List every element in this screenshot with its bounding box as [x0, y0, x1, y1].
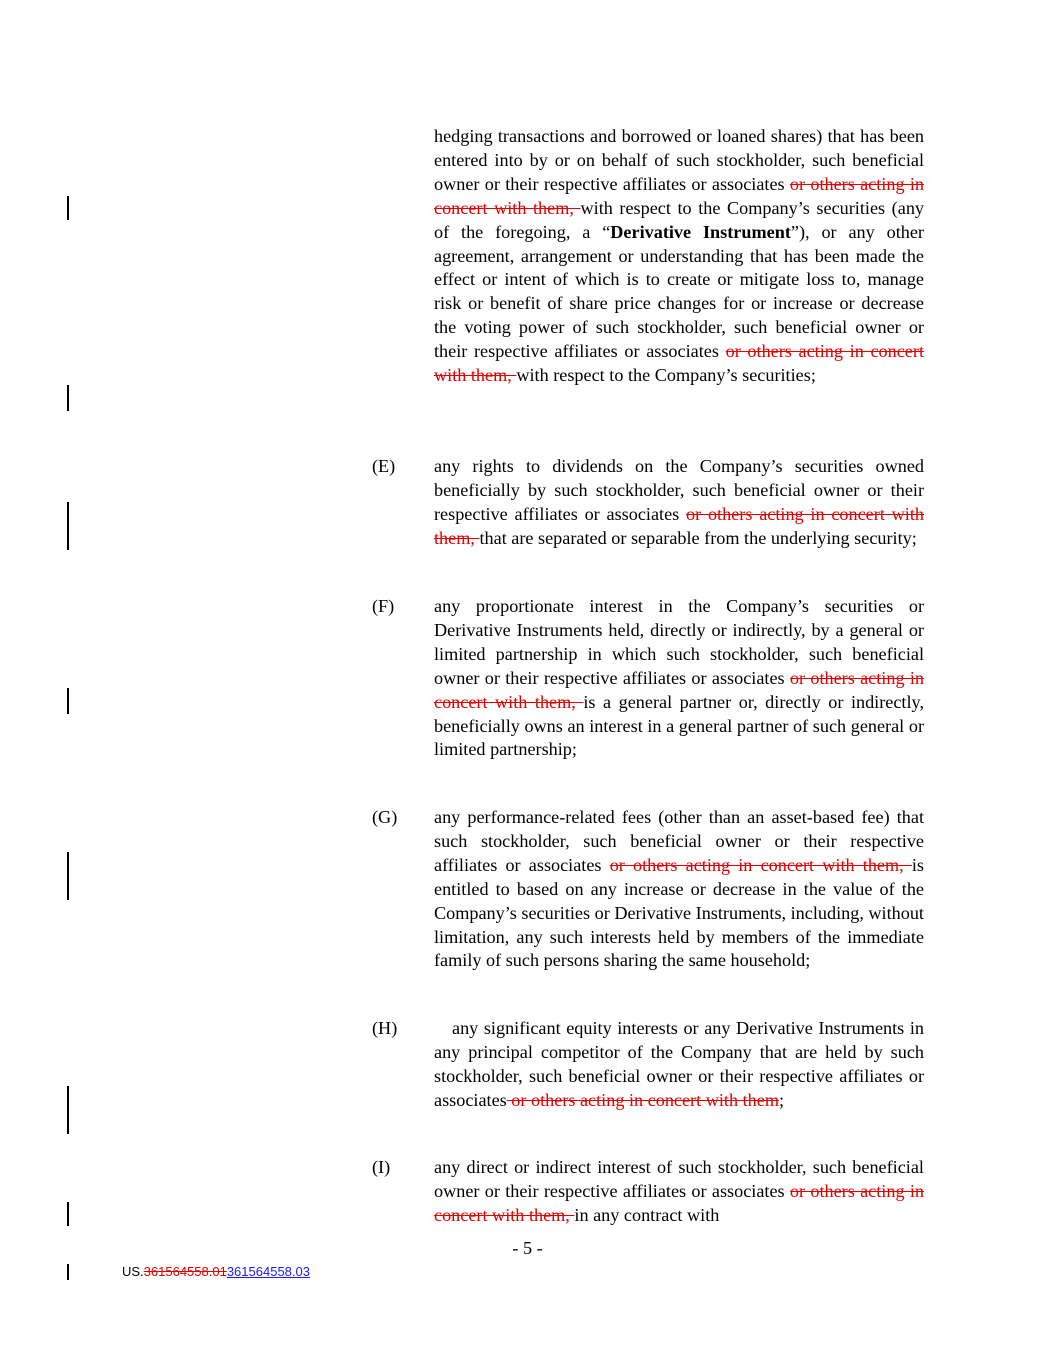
paragraph-text: [434, 1156, 924, 1228]
deleted-text: or others acting in concert with them,: [434, 173, 924, 218]
page-number: - 5 -: [512, 1238, 543, 1258]
deleted-text: or others acting in concert with them,: [609, 854, 912, 875]
paragraph-text: [434, 455, 924, 551]
paragraph-label: (F): [372, 596, 395, 616]
text-run: any direct or indirect interest of such stockholder, such beneficial owner or their respective affiliates or associates: [434, 1157, 924, 1201]
paragraph-text: [434, 1017, 924, 1113]
change-bar: [67, 852, 69, 900]
text-run: is entitled to based on any increase or decrease in the value of the Company’s securities or Derivative Instruments, including, without limitation, any such interests held by members of the immediate family of such persons sharing the same household;: [434, 854, 924, 971]
text-run: ;: [778, 1089, 785, 1110]
paragraph-text: [434, 806, 924, 973]
change-bar: [67, 688, 69, 714]
change-bar: [67, 196, 69, 220]
text-run: any rights to dividends on the Company’s securities owned beneficially by such stockholder, such beneficial owner or their respective affiliates or associates: [434, 456, 924, 524]
deleted-text: or others acting in concert with them,: [434, 667, 924, 712]
deleted-text: or others acting in concert with them: [506, 1089, 779, 1110]
text-run: any performance-related fees (other than an asset-based fee) that such stockholder, such beneficial owner or their respective affiliates or associates: [434, 807, 924, 875]
paragraph-label: (H): [372, 1018, 398, 1038]
paragraph-label: (I): [372, 1157, 391, 1177]
doc-id-prefix: US.: [122, 1264, 144, 1279]
text-run: any significant equity interests or any Derivative Instruments in any principal competitor of the Company that are held by such stockholder, such beneficial owner or their respective affiliates or associates: [434, 1018, 924, 1110]
text-run: with respect to the Company’s securities (any of the foregoing, a “: [434, 197, 925, 242]
paragraph-text: [434, 595, 924, 762]
deleted-text: or others acting in concert with them,: [434, 503, 924, 548]
change-bar: [67, 385, 69, 411]
text-run: hedging transactions and borrowed or loaned shares) that has been entered into by or on behalf of such stockholder, such beneficial owner or their respective affiliates or associates: [434, 126, 924, 194]
text-run: in any contract with: [574, 1204, 720, 1225]
change-bar: [67, 1086, 69, 1134]
text-run: is a general partner or, directly or indirectly, beneficially owns an interest in a general partner of such general or limited partnership;: [434, 691, 924, 760]
defined-term: Derivative Instrument: [610, 221, 791, 242]
paragraph-label: (G): [372, 807, 398, 827]
paragraph-label: (E): [372, 456, 396, 476]
text-run: with respect to the Company’s securities;: [516, 365, 816, 386]
text-run: ”), or any other agreement, arrangement or understanding that has been made the effect or intent of which is to create or mitigate loss to, manage risk or benefit of share price changes for or increase or decrease the voting power of such stockholder, such beneficial owner or their respective affiliates or associates: [434, 221, 924, 362]
text-run: that are separated or separable from the underlying security;: [479, 527, 917, 548]
document-id-footer: [122, 1264, 310, 1279]
deleted-text: or others acting in concert with them,: [434, 341, 924, 386]
doc-id-old: 361564558.01: [143, 1264, 227, 1279]
deleted-text: or others acting in concert with them,: [434, 1180, 924, 1225]
text-run: any proportionate interest in the Company’s securities or Derivative Instruments held, directly or indirectly, by a general or limited partnership in which such stockholder, such beneficial owner or their respective affiliates or associates: [434, 596, 924, 688]
change-bar: [67, 1202, 69, 1226]
change-bar: [67, 1264, 69, 1280]
doc-id-new: 361564558.03: [226, 1264, 310, 1279]
paragraph-text: [434, 125, 924, 388]
change-bar: [67, 502, 69, 550]
